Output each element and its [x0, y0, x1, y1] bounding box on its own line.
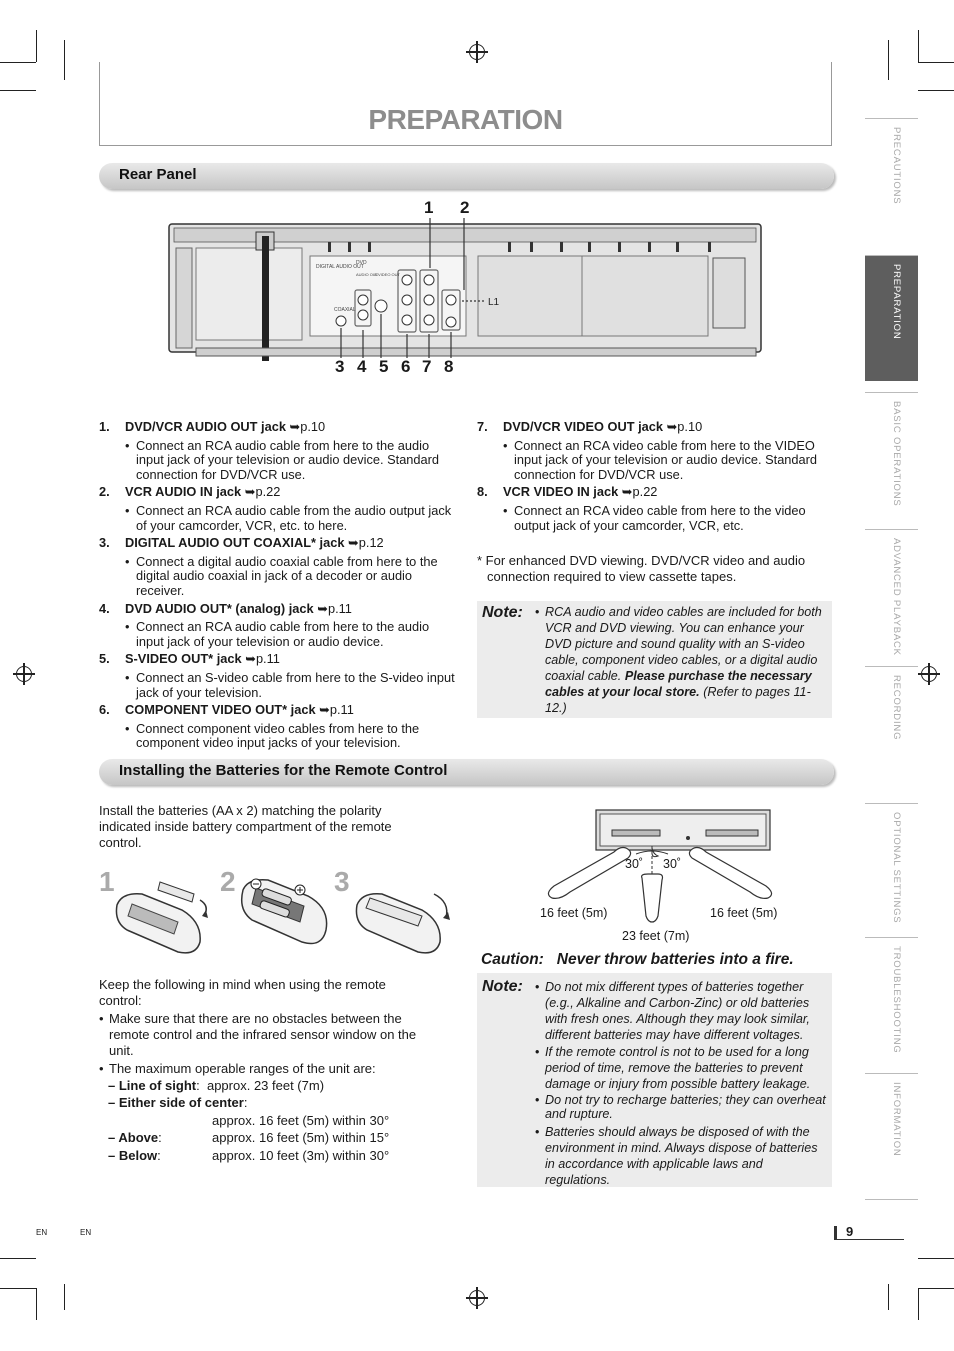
- note-tail: (Refer to pages 11-12.): [545, 685, 811, 715]
- jack-description: Connect an RCA video cable from here to the video output jack of your camcorder, VCR, etc.: [514, 502, 806, 533]
- crop-mark: [36, 1288, 37, 1320]
- jack-name: VCR AUDIO IN jack: [125, 484, 242, 500]
- page-ref: p.11: [327, 600, 352, 616]
- jack-description: Connect an RCA audio cable from here to the audio input jack of your television or audio device.: [136, 619, 430, 649]
- panel-label-audio-out: AUDIO OUT: [356, 272, 379, 277]
- page-ref: p.22: [632, 484, 658, 500]
- crop-mark: [0, 62, 36, 63]
- crop-mark: [36, 30, 37, 62]
- tab-label: PRECAUTIONS: [891, 127, 902, 205]
- range-value: approx. 23 feet (7m): [206, 1078, 325, 1093]
- range-label: Below: [118, 1148, 158, 1163]
- jacks-list-right: [477, 420, 829, 536]
- distance-right-label: 16 feet (5m): [710, 906, 778, 920]
- panel-label-dvd: DVD: [356, 260, 367, 266]
- keep-in-mind: Keep the following in mind when using the remote control:: [99, 977, 386, 1008]
- list-item: 4. DVD AUDIO OUT* (analog) jack ➥p.11 • Connect an RCA audio cable from here to the audio input jack of your television or audio device.: [99, 602, 459, 650]
- list-item: 7. DVD/VCR VIDEO OUT jack ➥p.10 • Connect an RCA video cable from here to the VIDEO input jack of your television or audio device. Standard connection for DVD/VCR use.: [477, 420, 829, 482]
- page-number-rule: [834, 1239, 904, 1240]
- jack-description: Connect component video cables from here to the component video input jacks of your television.: [136, 720, 420, 751]
- registration-mark-icon: [469, 44, 485, 60]
- rear-panel-illustration: [168, 218, 764, 368]
- range-either-side: – Either side of center:: [108, 1095, 248, 1110]
- step-number-1: 1: [99, 866, 115, 897]
- tab-information[interactable]: [865, 1073, 918, 1199]
- page-ref: p.10: [300, 419, 326, 434]
- range-label: Line of sight: [118, 1078, 197, 1093]
- note-label: Note:: [482, 604, 523, 621]
- footer-lang: EN: [36, 1228, 48, 1237]
- tab-optional-settings[interactable]: [865, 803, 918, 929]
- panel-label-l1: L1: [488, 297, 500, 308]
- jack-description: Connect an RCA audio cable from the audio output jack of your camcorder, VCR, etc. to here.: [136, 502, 452, 533]
- caution-text: Caution: Never throw batteries into a fire.: [481, 951, 794, 968]
- footer-lang: EN: [80, 1228, 92, 1237]
- bullet-text: The maximum operable ranges of the unit are:: [109, 1061, 376, 1076]
- note-box: [477, 601, 832, 718]
- remote-open-icon: [112, 880, 217, 960]
- callout-1: 1: [424, 198, 434, 217]
- distance-center-label: 23 feet (7m): [622, 929, 690, 943]
- note-text: • Do not mix different types of batteries together (e.g., Alkaline and Carbon-Zinc) or old batteries with fresh ones. Although they may look similar, different batteries may have different voltages. • If the remote control is not to be used for a long period of time, remove the batteries to prevent damage or injury from possible battery leakage. • Do not try to recharge batteries; they can overheat and rupture. • Batteries should always be disposed of with the environment in mind. Always dispose of batteries in accordance with applicable laws and regulations.: [535, 980, 826, 1187]
- crop-mark: [0, 1258, 36, 1259]
- crop-mark: [918, 1288, 919, 1320]
- list-item: 8. VCR VIDEO IN jack ➥p.22 • Connect an RCA video cable from here to the video output jack of your camcorder, VCR, etc.: [477, 485, 829, 533]
- jacks-list-left: [99, 420, 459, 754]
- registration-mark-icon: [469, 1290, 485, 1306]
- note-body: RCA audio and video cables are included for both VCR and DVD viewing. You can enhance your DVD picture and sound quality with an S-video cable, component video cables, or a digital audio coaxial cable.: [545, 605, 822, 683]
- jack-description: Connect an RCA audio cable from here to the audio input jack of your television or audio device. Standard connection for DVD/VCR use.: [136, 437, 440, 482]
- callout-7: 7: [422, 357, 432, 376]
- panel-label-digital: DIGITAL AUDIO OUT: [316, 264, 364, 270]
- tab-label: ADVANCED PLAYBACK: [891, 538, 902, 656]
- list-item: 3. DIGITAL AUDIO OUT COAXIAL* jack ➥p.12 • Connect a digital audio coaxial cable from here to the digital audio coaxial in jack of a decoder or audio receiver.: [99, 536, 459, 598]
- item-number: 5.: [99, 651, 110, 667]
- item-number: 3.: [99, 535, 110, 551]
- jack-name: DVD/VCR AUDIO OUT jack: [125, 419, 286, 434]
- crop-mark: [918, 30, 919, 62]
- page-ref: p.11: [329, 702, 354, 718]
- page-number-marker: [834, 1226, 837, 1240]
- list-item: 6. COMPONENT VIDEO OUT* jack ➥p.11 • Connect component video cables from here to the component video input jacks of your television.: [99, 703, 459, 751]
- tab-basic-operations[interactable]: [865, 392, 918, 518]
- range-value: approx. 10 feet (3m) within 30°: [212, 1148, 390, 1163]
- registration-mark-icon: [16, 666, 32, 682]
- jack-description: Connect an RCA video cable from here to the VIDEO input jack of your television or audio device. Standard connection for DVD/VCR use.: [514, 437, 818, 482]
- jack-description: Connect an S-video cable from here to the S-video input jack of your television.: [136, 669, 455, 700]
- note-bullet: Do not mix different types of batteries together (e.g., Alkaline and Carbon-Zinc) or old batteries with fresh ones. Although they may look similar, different batteries may have different voltages.: [545, 980, 810, 1042]
- callout-6: 6: [401, 357, 411, 376]
- tab-label: INFORMATION: [891, 1082, 902, 1157]
- jack-name: S-VIDEO OUT* jack: [125, 651, 242, 667]
- item-number: 2.: [99, 484, 110, 500]
- item-number: 7.: [477, 419, 488, 434]
- tab-preparation[interactable]: [865, 255, 918, 381]
- tab-label: OPTIONAL SETTINGS: [891, 812, 902, 924]
- crop-mark: [918, 1258, 954, 1259]
- item-number: 8.: [477, 484, 488, 500]
- step-number-2: 2: [220, 866, 236, 897]
- tab-label: PREPARATION: [891, 264, 902, 340]
- range-label: Above: [118, 1130, 159, 1145]
- range-line-of-sight: – Line of sight: approx. 23 feet (7m): [108, 1078, 325, 1093]
- remote-insert-batteries-icon: [238, 868, 338, 960]
- registration-mark-icon: [921, 666, 937, 682]
- tab-recording[interactable]: [865, 666, 918, 792]
- remote-close-icon: [352, 880, 457, 960]
- distance-left-label: 16 feet (5m): [540, 906, 608, 920]
- list-item: 2. VCR AUDIO IN jack ➥p.22 • Connect an RCA audio cable from the audio output jack of your camcorder, VCR, etc. to here.: [99, 485, 459, 533]
- range-above: – Above:: [108, 1130, 162, 1145]
- crop-mark: [0, 1288, 36, 1289]
- page-ref: p.12: [358, 535, 384, 551]
- item-number: 4.: [99, 600, 110, 616]
- tab-divider: [865, 1199, 918, 1200]
- batteries-bullet-2: • The maximum operable ranges of the unit are:: [99, 1061, 376, 1076]
- tab-precautions[interactable]: [865, 118, 918, 244]
- page-title: PREPARATION: [368, 104, 563, 135]
- crop-mark: [0, 90, 36, 91]
- panel-label-coaxial: COAXIAL: [334, 307, 356, 313]
- crop-mark: [888, 1284, 889, 1310]
- crop-mark: [918, 1288, 954, 1289]
- list-item: 1. DVD/VCR AUDIO OUT jack ➥p.10 • Connect an RCA audio cable from here to the audio input jack of your television or audio device. Standard connection for DVD/VCR use.: [99, 420, 459, 482]
- note-text: • RCA audio and video cables are included for both VCR and DVD viewing. You can enhance your DVD picture and sound quality with an S-video cable, component video cables, or a digital audio coaxial cable. Please purchase the necessary cables at your local store. (Refer to pages 11-12.): [535, 605, 822, 715]
- crop-mark: [64, 40, 65, 80]
- note-bullet: Batteries should always be disposed of with the environment in mind. Always dispose of batteries in accordance with applicable laws and regulations.: [545, 1125, 818, 1187]
- batteries-bullet-1: • Make sure that there are no obstacles between the remote control and the infrared sensor window on the unit.: [99, 1011, 444, 1059]
- callout-8: 8: [444, 357, 454, 376]
- step-number-3: 3: [334, 866, 350, 897]
- angle-left-label: 30˚: [625, 857, 644, 871]
- crop-mark: [888, 40, 889, 80]
- note-label: Note:: [482, 978, 523, 995]
- callout-3: 3: [335, 357, 345, 376]
- note-bullet: If the remote control is not to be used for a long period of time, remove the batteries to prevent damage or injury from possible battery leakage.: [545, 1045, 811, 1091]
- tab-advanced-playback[interactable]: [865, 529, 918, 655]
- tab-label: BASIC OPERATIONS: [891, 401, 902, 507]
- jack-name: DIGITAL AUDIO OUT COAXIAL* jack: [125, 535, 345, 551]
- jack-name: DVD/VCR VIDEO OUT jack: [503, 419, 663, 434]
- page-ref: p.22: [255, 484, 281, 500]
- angle-right-label: 30˚: [663, 857, 682, 871]
- footnote: * For enhanced DVD viewing. DVD/VCR video and audio connection required to view cassette tapes.: [477, 553, 806, 584]
- note-emphasis: Please purchase the necessary cables at your local store.: [545, 669, 812, 699]
- section-heading: Rear Panel: [119, 166, 197, 183]
- crop-mark: [64, 1284, 65, 1310]
- bullet-text: Make sure that there are no obstacles between the remote control and the infrared sensor window on the unit.: [109, 1011, 417, 1058]
- section-heading: Installing the Batteries for the Remote Control: [119, 762, 448, 779]
- range-value: approx. 16 feet (5m) within 30°: [212, 1113, 390, 1128]
- item-number: 6.: [99, 702, 110, 718]
- tab-label: RECORDING: [891, 675, 902, 741]
- list-item: 5. S-VIDEO OUT* jack ➥p.11 • Connect an S-video cable from here to the S-video input jack of your television.: [99, 652, 459, 700]
- panel-label-svideo-out: S-VIDEO OUT: [374, 272, 401, 277]
- range-value: approx. 16 feet (5m) within 15°: [212, 1130, 390, 1145]
- page-number: 9: [846, 1224, 854, 1239]
- page-ref: p.10: [677, 419, 703, 434]
- title-box: [99, 62, 832, 146]
- jack-description: Connect a digital audio coaxial cable from here to the digital audio coaxial in jack of a decoder or audio receiver.: [136, 553, 438, 598]
- section-bar-rear-panel: [99, 163, 834, 189]
- jack-name: COMPONENT VIDEO OUT* jack: [125, 702, 316, 718]
- batteries-intro: Install the batteries (AA x 2) matching the polarity indicated inside battery compartment of the remote control.: [99, 803, 392, 850]
- caution-note-box: [477, 949, 832, 1187]
- note-bullet: Do not try to recharge batteries; they can overheat and rupture.: [545, 1093, 826, 1121]
- jack-name: VCR VIDEO IN jack: [503, 484, 619, 500]
- range-below: – Below:: [108, 1148, 161, 1163]
- jack-name: DVD AUDIO OUT* (analog) jack: [125, 600, 314, 616]
- crop-mark: [918, 62, 954, 63]
- section-bar-batteries: [99, 759, 834, 785]
- tab-label: TROUBLESHOOTING: [891, 946, 902, 1054]
- callout-5: 5: [379, 357, 389, 376]
- crop-mark: [918, 90, 954, 91]
- callout-4: 4: [357, 357, 367, 376]
- page-ref: p.11: [255, 651, 280, 667]
- item-number: 1.: [99, 419, 110, 434]
- range-label: Either side of center: [118, 1095, 244, 1110]
- callout-2: 2: [460, 198, 470, 217]
- tab-troubleshooting[interactable]: [865, 937, 918, 1063]
